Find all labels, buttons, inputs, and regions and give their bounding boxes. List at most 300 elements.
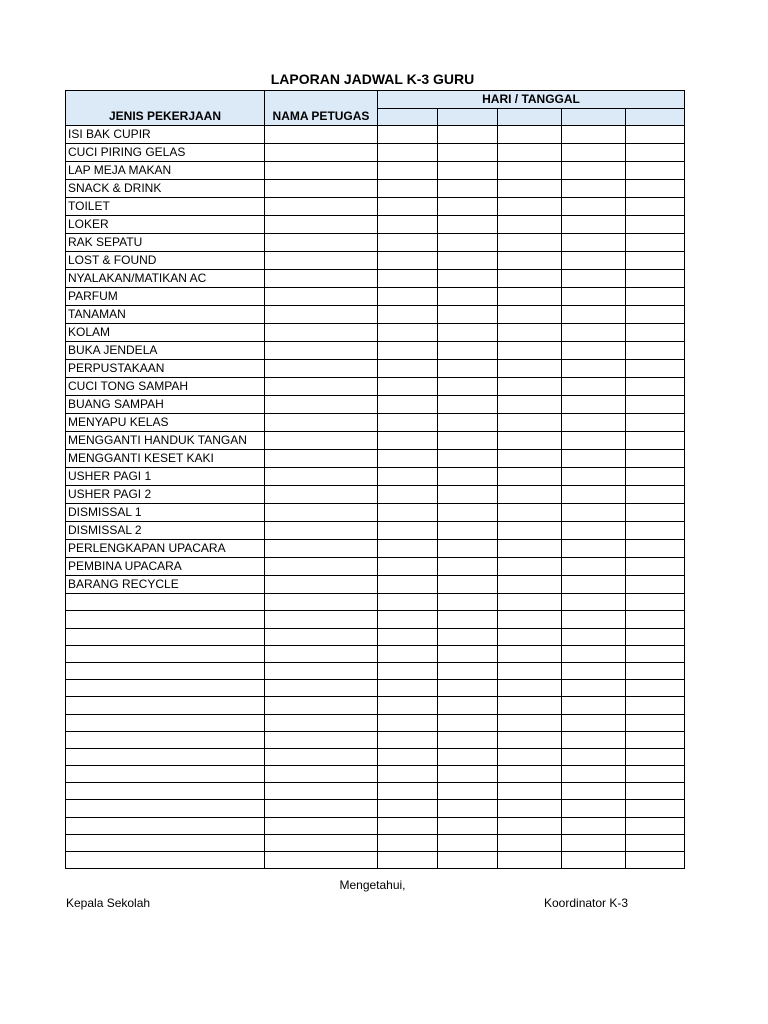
day-cell[interactable] bbox=[498, 680, 562, 697]
day-cell[interactable] bbox=[378, 252, 438, 270]
day-cell[interactable] bbox=[562, 611, 626, 628]
day-cell[interactable] bbox=[562, 432, 626, 450]
officer-name-cell[interactable] bbox=[265, 216, 378, 234]
task-name-cell bbox=[66, 714, 265, 731]
day-cell[interactable] bbox=[438, 714, 498, 731]
task-name-cell: SNACK & DRINK bbox=[66, 180, 265, 198]
day-cell[interactable] bbox=[378, 432, 438, 450]
task-name-cell: MENGGANTI KESET KAKI bbox=[66, 450, 265, 468]
date-cell[interactable] bbox=[562, 109, 626, 126]
day-cell[interactable] bbox=[626, 504, 685, 522]
table-row bbox=[66, 270, 685, 288]
header-nama-petugas: NAMA PETUGAS bbox=[265, 91, 378, 126]
day-cell[interactable] bbox=[626, 306, 685, 324]
table-row bbox=[66, 522, 685, 540]
day-cell[interactable] bbox=[562, 198, 626, 216]
day-cell[interactable] bbox=[378, 594, 438, 611]
officer-name-cell[interactable] bbox=[265, 662, 378, 679]
principal-signature-label: Kepala Sekolah bbox=[66, 896, 151, 910]
day-cell[interactable] bbox=[626, 414, 685, 432]
day-cell[interactable] bbox=[562, 680, 626, 697]
table-row bbox=[66, 360, 685, 378]
day-cell[interactable] bbox=[562, 126, 626, 144]
day-cell[interactable] bbox=[498, 414, 562, 432]
day-cell[interactable] bbox=[378, 800, 438, 817]
day-cell[interactable] bbox=[378, 288, 438, 306]
day-cell[interactable] bbox=[378, 270, 438, 288]
day-cell[interactable] bbox=[626, 252, 685, 270]
day-cell[interactable] bbox=[562, 731, 626, 748]
day-cell[interactable] bbox=[498, 288, 562, 306]
day-cell[interactable] bbox=[438, 396, 498, 414]
day-cell[interactable] bbox=[498, 800, 562, 817]
day-cell[interactable] bbox=[626, 731, 685, 748]
day-cell[interactable] bbox=[498, 662, 562, 679]
day-cell[interactable] bbox=[498, 306, 562, 324]
table-row bbox=[66, 783, 685, 800]
day-cell[interactable] bbox=[378, 144, 438, 162]
day-cell[interactable] bbox=[498, 504, 562, 522]
officer-name-cell[interactable] bbox=[265, 834, 378, 851]
day-cell[interactable] bbox=[498, 731, 562, 748]
day-cell[interactable] bbox=[562, 662, 626, 679]
day-cell[interactable] bbox=[378, 414, 438, 432]
day-cell[interactable] bbox=[438, 342, 498, 360]
day-cell[interactable] bbox=[438, 198, 498, 216]
officer-name-cell[interactable] bbox=[265, 198, 378, 216]
day-cell[interactable] bbox=[626, 198, 685, 216]
day-cell[interactable] bbox=[438, 628, 498, 645]
duty-schedule-table bbox=[65, 90, 685, 869]
day-cell[interactable] bbox=[562, 414, 626, 432]
day-cell[interactable] bbox=[438, 270, 498, 288]
day-cell[interactable] bbox=[626, 645, 685, 662]
table-row bbox=[66, 180, 685, 198]
officer-name-cell[interactable] bbox=[265, 144, 378, 162]
officer-name-cell[interactable] bbox=[265, 576, 378, 594]
day-cell[interactable] bbox=[438, 432, 498, 450]
task-name-cell: PERLENGKAPAN UPACARA bbox=[66, 540, 265, 558]
day-cell[interactable] bbox=[438, 288, 498, 306]
task-name-cell: BARANG RECYCLE bbox=[66, 576, 265, 594]
day-cell[interactable] bbox=[498, 817, 562, 834]
officer-name-cell[interactable] bbox=[265, 522, 378, 540]
task-name-cell: NYALAKAN/MATIKAN AC bbox=[66, 270, 265, 288]
day-cell[interactable] bbox=[498, 558, 562, 576]
day-cell[interactable] bbox=[498, 766, 562, 783]
day-cell[interactable] bbox=[626, 270, 685, 288]
day-cell[interactable] bbox=[438, 852, 498, 869]
day-cell[interactable] bbox=[562, 450, 626, 468]
day-cell[interactable] bbox=[562, 783, 626, 800]
officer-name-cell[interactable] bbox=[265, 432, 378, 450]
day-cell[interactable] bbox=[562, 324, 626, 342]
day-cell[interactable] bbox=[562, 180, 626, 198]
day-cell[interactable] bbox=[438, 611, 498, 628]
day-cell[interactable] bbox=[562, 216, 626, 234]
day-cell[interactable] bbox=[498, 468, 562, 486]
day-cell[interactable] bbox=[562, 817, 626, 834]
day-cell[interactable] bbox=[626, 180, 685, 198]
day-cell[interactable] bbox=[562, 468, 626, 486]
day-cell[interactable] bbox=[378, 468, 438, 486]
day-cell[interactable] bbox=[498, 234, 562, 252]
day-cell[interactable] bbox=[378, 628, 438, 645]
day-cell[interactable] bbox=[438, 360, 498, 378]
day-cell[interactable] bbox=[498, 450, 562, 468]
date-cell[interactable] bbox=[498, 109, 562, 126]
day-cell[interactable] bbox=[438, 540, 498, 558]
officer-name-cell[interactable] bbox=[265, 714, 378, 731]
day-cell[interactable] bbox=[562, 522, 626, 540]
day-cell[interactable] bbox=[626, 216, 685, 234]
day-cell[interactable] bbox=[498, 697, 562, 714]
table-row bbox=[66, 144, 685, 162]
day-cell[interactable] bbox=[562, 628, 626, 645]
officer-name-cell[interactable] bbox=[265, 697, 378, 714]
day-cell[interactable] bbox=[498, 378, 562, 396]
table-row bbox=[66, 126, 685, 144]
day-cell[interactable] bbox=[498, 198, 562, 216]
officer-name-cell[interactable] bbox=[265, 783, 378, 800]
task-name-cell: BUKA JENDELA bbox=[66, 342, 265, 360]
day-cell[interactable] bbox=[562, 162, 626, 180]
officer-name-cell[interactable] bbox=[265, 800, 378, 817]
day-cell[interactable] bbox=[498, 324, 562, 342]
day-cell[interactable] bbox=[498, 522, 562, 540]
task-name-cell bbox=[66, 783, 265, 800]
day-cell[interactable] bbox=[378, 486, 438, 504]
day-cell[interactable] bbox=[626, 288, 685, 306]
day-cell[interactable] bbox=[378, 852, 438, 869]
task-name-cell: LOKER bbox=[66, 216, 265, 234]
officer-name-cell[interactable] bbox=[265, 611, 378, 628]
officer-name-cell[interactable] bbox=[265, 450, 378, 468]
table-row bbox=[66, 834, 685, 851]
day-cell[interactable] bbox=[562, 144, 626, 162]
day-cell[interactable] bbox=[626, 432, 685, 450]
officer-name-cell[interactable] bbox=[265, 126, 378, 144]
day-cell[interactable] bbox=[498, 834, 562, 851]
day-cell[interactable] bbox=[378, 522, 438, 540]
day-cell[interactable] bbox=[626, 852, 685, 869]
day-cell[interactable] bbox=[626, 766, 685, 783]
day-cell[interactable] bbox=[438, 450, 498, 468]
day-cell[interactable] bbox=[438, 306, 498, 324]
header-jenis-pekerjaan: JENIS PEKERJAAN bbox=[66, 91, 265, 126]
day-cell[interactable] bbox=[562, 748, 626, 765]
day-cell[interactable] bbox=[378, 306, 438, 324]
day-cell[interactable] bbox=[438, 662, 498, 679]
day-cell[interactable] bbox=[626, 748, 685, 765]
day-cell[interactable] bbox=[438, 486, 498, 504]
officer-name-cell[interactable] bbox=[265, 324, 378, 342]
day-cell[interactable] bbox=[562, 342, 626, 360]
day-cell[interactable] bbox=[438, 748, 498, 765]
day-cell[interactable] bbox=[562, 697, 626, 714]
day-cell[interactable] bbox=[626, 800, 685, 817]
day-cell[interactable] bbox=[378, 126, 438, 144]
day-cell[interactable] bbox=[562, 306, 626, 324]
officer-name-cell[interactable] bbox=[265, 628, 378, 645]
day-cell[interactable] bbox=[378, 697, 438, 714]
day-cell[interactable] bbox=[626, 576, 685, 594]
day-cell[interactable] bbox=[378, 662, 438, 679]
officer-name-cell[interactable] bbox=[265, 748, 378, 765]
day-cell[interactable] bbox=[498, 852, 562, 869]
day-cell[interactable] bbox=[562, 234, 626, 252]
task-name-cell: BUANG SAMPAH bbox=[66, 396, 265, 414]
day-cell[interactable] bbox=[626, 628, 685, 645]
day-cell[interactable] bbox=[498, 432, 562, 450]
day-cell[interactable] bbox=[562, 558, 626, 576]
day-cell[interactable] bbox=[498, 180, 562, 198]
day-cell[interactable] bbox=[562, 540, 626, 558]
coordinator-signature-label: Koordinator K-3 bbox=[544, 896, 629, 910]
day-cell[interactable] bbox=[438, 180, 498, 198]
day-cell[interactable] bbox=[498, 714, 562, 731]
day-cell[interactable] bbox=[626, 611, 685, 628]
officer-name-cell[interactable] bbox=[265, 852, 378, 869]
day-cell[interactable] bbox=[498, 645, 562, 662]
day-cell[interactable] bbox=[562, 594, 626, 611]
day-cell[interactable] bbox=[626, 522, 685, 540]
day-cell[interactable] bbox=[438, 594, 498, 611]
day-cell[interactable] bbox=[626, 144, 685, 162]
day-cell[interactable] bbox=[378, 162, 438, 180]
day-cell[interactable] bbox=[438, 468, 498, 486]
officer-name-cell[interactable] bbox=[265, 378, 378, 396]
day-cell[interactable] bbox=[438, 378, 498, 396]
day-cell[interactable] bbox=[498, 486, 562, 504]
officer-name-cell[interactable] bbox=[265, 817, 378, 834]
day-cell[interactable] bbox=[378, 342, 438, 360]
officer-name-cell[interactable] bbox=[265, 486, 378, 504]
day-cell[interactable] bbox=[498, 783, 562, 800]
day-cell[interactable] bbox=[498, 540, 562, 558]
day-cell[interactable] bbox=[626, 468, 685, 486]
day-cell[interactable] bbox=[438, 834, 498, 851]
day-cell[interactable] bbox=[626, 234, 685, 252]
table-row bbox=[66, 628, 685, 645]
day-cell[interactable] bbox=[378, 234, 438, 252]
day-cell[interactable] bbox=[562, 270, 626, 288]
day-cell[interactable] bbox=[626, 486, 685, 504]
table-row bbox=[66, 288, 685, 306]
day-cell[interactable] bbox=[378, 360, 438, 378]
officer-name-cell[interactable] bbox=[265, 645, 378, 662]
officer-name-cell[interactable] bbox=[265, 504, 378, 522]
day-cell[interactable] bbox=[438, 162, 498, 180]
day-cell[interactable] bbox=[438, 800, 498, 817]
day-cell[interactable] bbox=[498, 144, 562, 162]
day-cell[interactable] bbox=[562, 252, 626, 270]
day-cell[interactable] bbox=[378, 645, 438, 662]
day-cell[interactable] bbox=[378, 576, 438, 594]
day-cell[interactable] bbox=[626, 396, 685, 414]
task-name-cell bbox=[66, 680, 265, 697]
day-cell[interactable] bbox=[498, 594, 562, 611]
day-cell[interactable] bbox=[562, 766, 626, 783]
day-cell[interactable] bbox=[498, 748, 562, 765]
day-cell[interactable] bbox=[378, 558, 438, 576]
day-cell[interactable] bbox=[438, 324, 498, 342]
day-cell[interactable] bbox=[378, 748, 438, 765]
day-cell[interactable] bbox=[438, 216, 498, 234]
officer-name-cell[interactable] bbox=[265, 252, 378, 270]
day-cell[interactable] bbox=[438, 234, 498, 252]
day-cell[interactable] bbox=[562, 288, 626, 306]
day-cell[interactable] bbox=[498, 628, 562, 645]
day-cell[interactable] bbox=[438, 558, 498, 576]
day-cell[interactable] bbox=[438, 766, 498, 783]
day-cell[interactable] bbox=[626, 662, 685, 679]
day-cell[interactable] bbox=[498, 396, 562, 414]
day-cell[interactable] bbox=[626, 714, 685, 731]
day-cell[interactable] bbox=[378, 817, 438, 834]
day-cell[interactable] bbox=[626, 450, 685, 468]
officer-name-cell[interactable] bbox=[265, 731, 378, 748]
day-cell[interactable] bbox=[378, 450, 438, 468]
day-cell[interactable] bbox=[498, 611, 562, 628]
task-name-cell bbox=[66, 628, 265, 645]
day-cell[interactable] bbox=[378, 396, 438, 414]
officer-name-cell[interactable] bbox=[265, 468, 378, 486]
day-cell[interactable] bbox=[562, 714, 626, 731]
officer-name-cell[interactable] bbox=[265, 288, 378, 306]
day-cell[interactable] bbox=[378, 504, 438, 522]
day-cell[interactable] bbox=[438, 522, 498, 540]
table-row bbox=[66, 731, 685, 748]
day-cell[interactable] bbox=[378, 731, 438, 748]
day-cell[interactable] bbox=[498, 126, 562, 144]
table-row bbox=[66, 594, 685, 611]
officer-name-cell[interactable] bbox=[265, 414, 378, 432]
day-cell[interactable] bbox=[626, 834, 685, 851]
day-cell[interactable] bbox=[498, 360, 562, 378]
officer-name-cell[interactable] bbox=[265, 680, 378, 697]
task-name-cell: CUCI PIRING GELAS bbox=[66, 144, 265, 162]
day-cell[interactable] bbox=[378, 540, 438, 558]
day-cell[interactable] bbox=[378, 324, 438, 342]
day-cell[interactable] bbox=[626, 594, 685, 611]
day-cell[interactable] bbox=[626, 697, 685, 714]
day-cell[interactable] bbox=[378, 611, 438, 628]
task-name-cell: KOLAM bbox=[66, 324, 265, 342]
task-name-cell bbox=[66, 645, 265, 662]
day-cell[interactable] bbox=[438, 783, 498, 800]
officer-name-cell[interactable] bbox=[265, 396, 378, 414]
day-cell[interactable] bbox=[626, 342, 685, 360]
day-cell[interactable] bbox=[498, 342, 562, 360]
day-cell[interactable] bbox=[378, 198, 438, 216]
day-cell[interactable] bbox=[438, 731, 498, 748]
date-cell[interactable] bbox=[438, 109, 498, 126]
day-cell[interactable] bbox=[498, 270, 562, 288]
day-cell[interactable] bbox=[562, 504, 626, 522]
day-cell[interactable] bbox=[438, 817, 498, 834]
day-cell[interactable] bbox=[498, 162, 562, 180]
day-cell[interactable] bbox=[378, 766, 438, 783]
day-cell[interactable] bbox=[438, 697, 498, 714]
task-name-cell: PERPUSTAKAAN bbox=[66, 360, 265, 378]
day-cell[interactable] bbox=[378, 680, 438, 697]
day-cell[interactable] bbox=[562, 486, 626, 504]
day-cell[interactable] bbox=[378, 783, 438, 800]
officer-name-cell[interactable] bbox=[265, 270, 378, 288]
officer-name-cell[interactable] bbox=[265, 180, 378, 198]
table-row bbox=[66, 540, 685, 558]
table-row bbox=[66, 817, 685, 834]
officer-name-cell[interactable] bbox=[265, 342, 378, 360]
day-cell[interactable] bbox=[498, 576, 562, 594]
table-row bbox=[66, 611, 685, 628]
table-row bbox=[66, 852, 685, 869]
day-cell[interactable] bbox=[378, 216, 438, 234]
officer-name-cell[interactable] bbox=[265, 766, 378, 783]
day-cell[interactable] bbox=[626, 360, 685, 378]
day-cell[interactable] bbox=[626, 783, 685, 800]
day-cell[interactable] bbox=[626, 324, 685, 342]
day-cell[interactable] bbox=[626, 126, 685, 144]
day-cell[interactable] bbox=[498, 252, 562, 270]
day-cell[interactable] bbox=[626, 162, 685, 180]
day-cell[interactable] bbox=[498, 216, 562, 234]
day-cell[interactable] bbox=[562, 360, 626, 378]
day-cell[interactable] bbox=[438, 680, 498, 697]
day-cell[interactable] bbox=[562, 645, 626, 662]
day-cell[interactable] bbox=[626, 817, 685, 834]
day-cell[interactable] bbox=[438, 144, 498, 162]
task-name-cell bbox=[66, 594, 265, 611]
day-cell[interactable] bbox=[562, 576, 626, 594]
date-cell[interactable] bbox=[626, 109, 685, 126]
day-cell[interactable] bbox=[562, 396, 626, 414]
task-name-cell: ISI BAK CUPIR bbox=[66, 126, 265, 144]
day-cell[interactable] bbox=[438, 576, 498, 594]
day-cell[interactable] bbox=[562, 800, 626, 817]
task-name-cell: CUCI TONG SAMPAH bbox=[66, 378, 265, 396]
day-cell[interactable] bbox=[562, 834, 626, 851]
day-cell[interactable] bbox=[562, 852, 626, 869]
day-cell[interactable] bbox=[626, 680, 685, 697]
table-row bbox=[66, 558, 685, 576]
day-cell[interactable] bbox=[438, 504, 498, 522]
day-cell[interactable] bbox=[562, 378, 626, 396]
date-cell[interactable] bbox=[378, 109, 438, 126]
day-cell[interactable] bbox=[438, 252, 498, 270]
officer-name-cell[interactable] bbox=[265, 234, 378, 252]
officer-name-cell[interactable] bbox=[265, 360, 378, 378]
day-cell[interactable] bbox=[378, 834, 438, 851]
officer-name-cell[interactable] bbox=[265, 162, 378, 180]
day-cell[interactable] bbox=[438, 645, 498, 662]
task-name-cell bbox=[66, 611, 265, 628]
day-cell[interactable] bbox=[438, 126, 498, 144]
officer-name-cell[interactable] bbox=[265, 558, 378, 576]
day-cell[interactable] bbox=[378, 714, 438, 731]
day-cell[interactable] bbox=[626, 558, 685, 576]
day-cell[interactable] bbox=[626, 540, 685, 558]
day-cell[interactable] bbox=[626, 378, 685, 396]
day-cell[interactable] bbox=[378, 180, 438, 198]
officer-name-cell[interactable] bbox=[265, 594, 378, 611]
officer-name-cell[interactable] bbox=[265, 540, 378, 558]
day-cell[interactable] bbox=[378, 378, 438, 396]
officer-name-cell[interactable] bbox=[265, 306, 378, 324]
header-hari-tanggal: HARI / TANGGAL bbox=[378, 91, 685, 109]
day-cell[interactable] bbox=[438, 414, 498, 432]
